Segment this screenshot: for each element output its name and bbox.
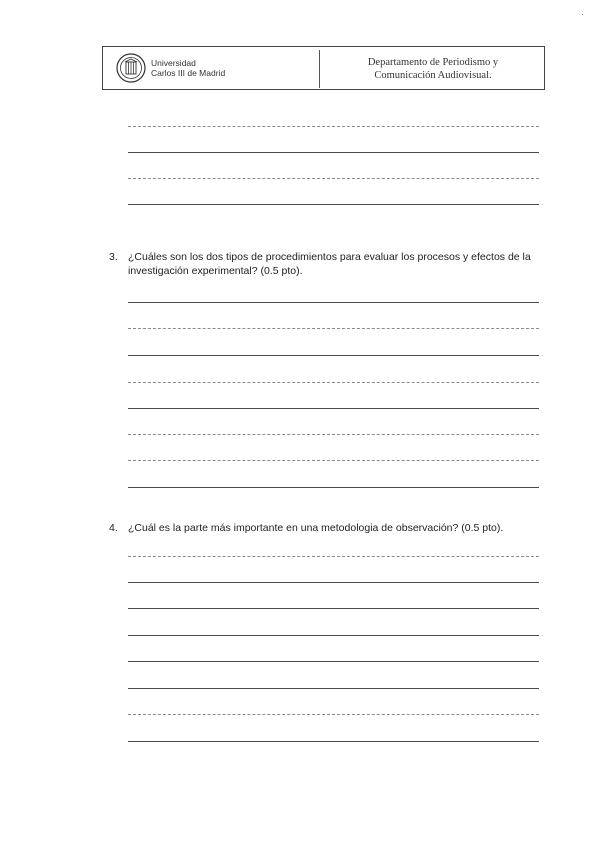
department-name <box>321 56 545 82</box>
question-3 <box>109 250 539 278</box>
answer-line <box>128 152 539 153</box>
answer-line <box>128 126 539 127</box>
question-text: ¿Cuáles son los dos tipos de procedimientos para evaluar los procesos y efectos de la investigación experimental? (0.5 pto). <box>128 251 531 277</box>
answer-line <box>128 355 539 356</box>
answer-line <box>128 382 539 383</box>
answer-line <box>128 487 539 488</box>
document-header <box>102 46 545 90</box>
answer-line <box>128 635 539 636</box>
answer-line <box>128 688 539 689</box>
answer-line <box>128 434 539 435</box>
answer-line <box>128 714 539 715</box>
answer-line <box>128 408 539 409</box>
answer-line <box>128 661 539 662</box>
answer-line <box>128 328 539 329</box>
question-4 <box>109 521 539 535</box>
department-name-line1: Departamento de Periodismo y <box>367 57 499 68</box>
answer-line <box>128 178 539 179</box>
answer-line <box>128 460 539 461</box>
answer-line <box>128 556 539 557</box>
answer-line <box>128 204 539 205</box>
answer-line <box>128 582 539 583</box>
university-name-line1: Universidad <box>151 58 196 68</box>
department-name-line2: Comunicación Audiovisual. <box>374 70 492 81</box>
answer-line <box>128 608 539 609</box>
header-divider <box>319 50 320 88</box>
question-text: ¿Cuál es la parte más importante en una metodologia de observación? (0.5 pto). <box>128 522 504 534</box>
scan-speck <box>582 14 583 15</box>
university-name-line2: Carlos III de Madrid <box>151 68 226 78</box>
answer-line <box>128 741 539 742</box>
university-seal-icon <box>116 53 146 83</box>
university-name <box>151 58 225 78</box>
question-number: 3. <box>109 251 118 263</box>
question-number: 4. <box>109 522 118 534</box>
answer-line <box>128 302 539 303</box>
